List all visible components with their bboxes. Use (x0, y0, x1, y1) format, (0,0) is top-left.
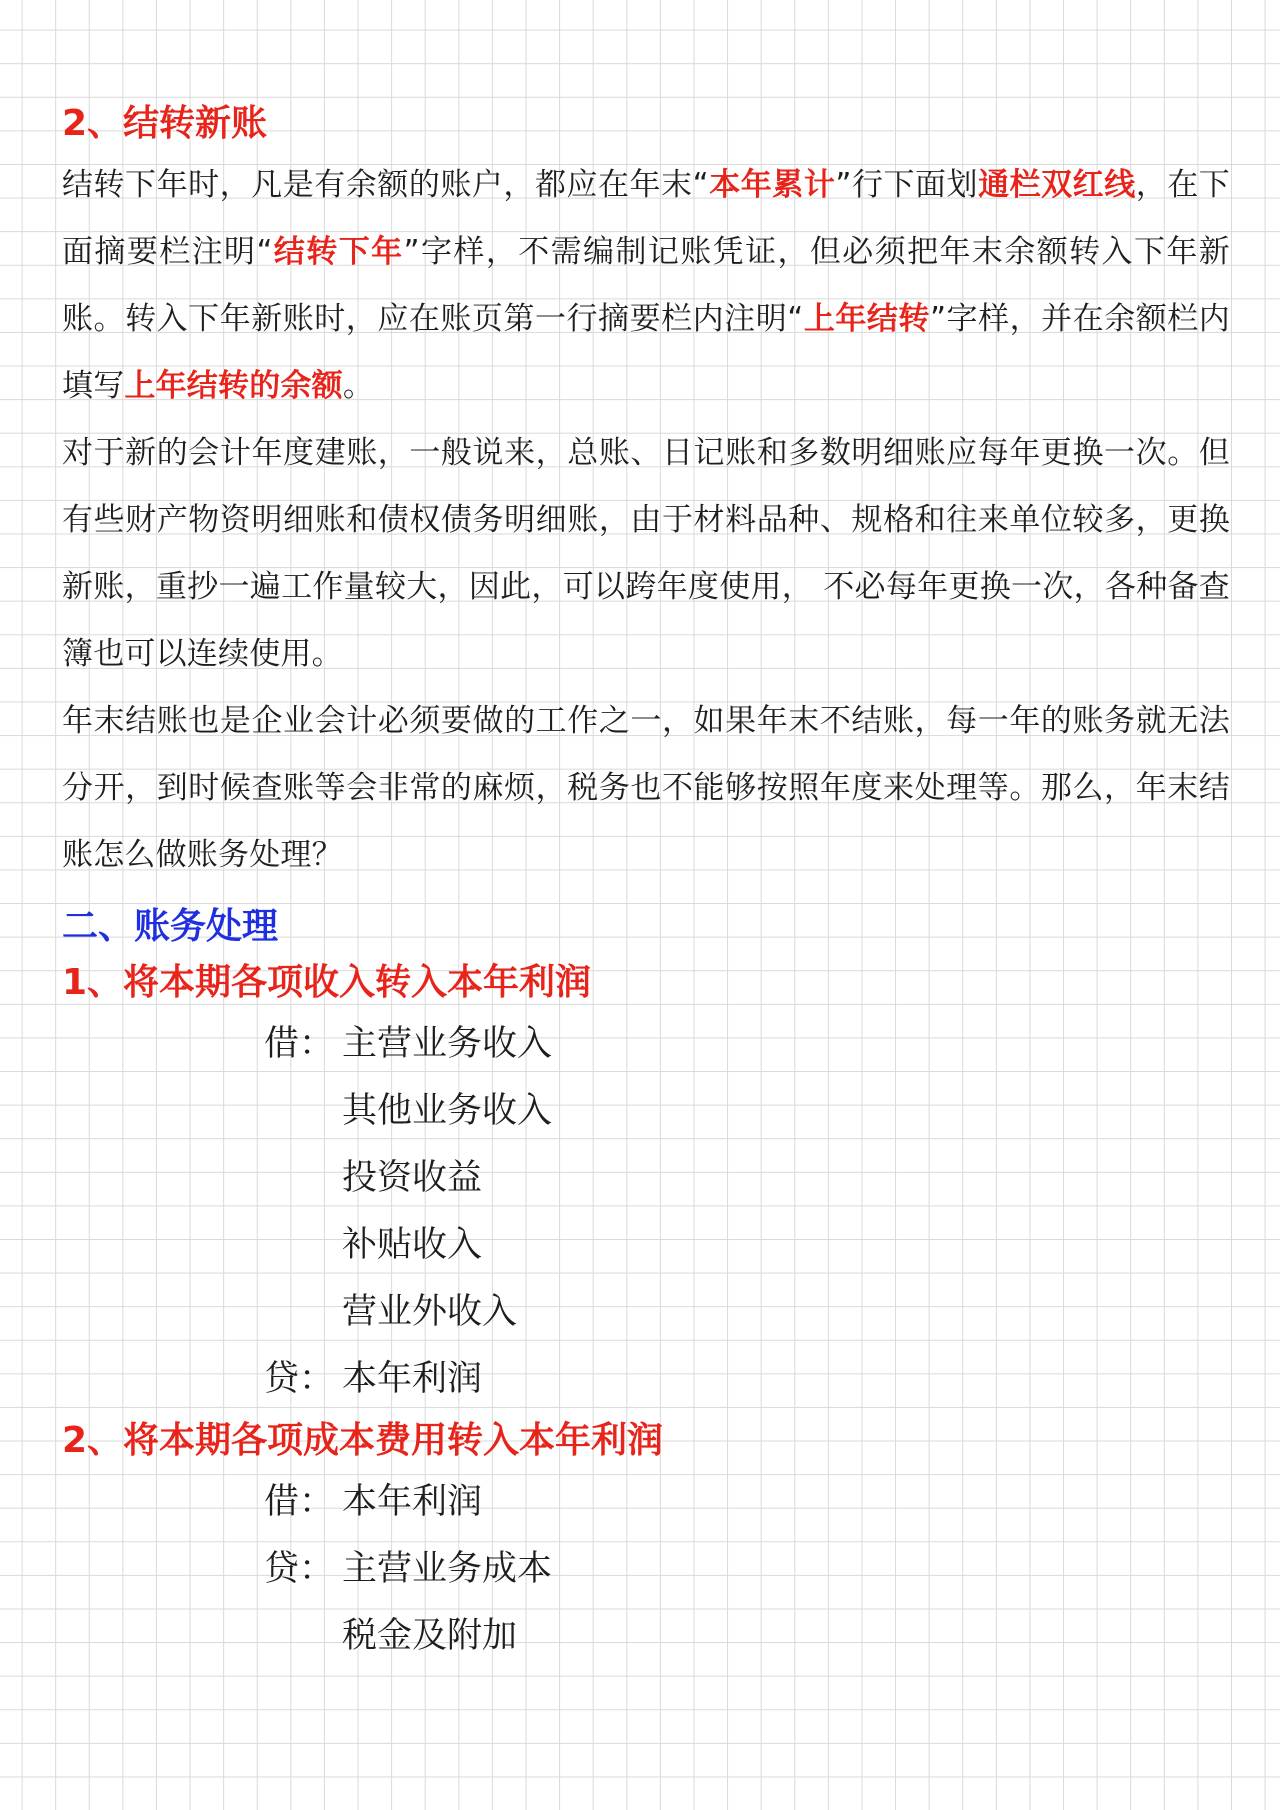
journal-line-debit (62, 1011, 1230, 1078)
account-name: 营业外收入 (342, 1292, 518, 1332)
journal-line (62, 1145, 1230, 1212)
credit-label: 贷： (264, 1549, 335, 1589)
section-title-accounting: 二、账务处理 (62, 906, 279, 947)
debit-label: 借： (264, 1024, 335, 1064)
journal-line-credit (62, 1536, 1230, 1603)
paragraph-new-ledger: 对于新的会计年度建账，一般说来，总账、日记账和多数明细账应每年更换一次。但有些财产物资明细账和债权债务明细账，由于材料品种、规格和往来单位较多，更换新账，重抄一遍工作量较大，因此，可以跨年度使用， 不必每年更换一次，各种备查簿也可以连续使用。 (62, 435, 1230, 672)
highlight-carried-from-last-year: 上年结转 (803, 301, 930, 337)
text-run: ，在下面摘要栏注明“ (62, 167, 1230, 270)
journal-line-credit (62, 1346, 1230, 1413)
text-run: 。 (342, 368, 375, 404)
journal-line-debit (62, 1469, 1230, 1536)
account-name: 补贴收入 (342, 1225, 483, 1265)
text-run: 结转下年时，凡是有余额的账户，都应在年末“ (62, 167, 709, 203)
account-name: 税金及附加 (342, 1616, 518, 1656)
account-name: 主营业务收入 (342, 1024, 553, 1064)
text-run: ”字样，不需编制记账凭证，但必须把年末余额转入下年新账。转入下年新账时，应在账页第一行摘要栏内注明“ (62, 234, 1230, 337)
account-name: 本年利润 (342, 1359, 483, 1399)
journal-line (62, 1279, 1230, 1346)
journal-line (62, 1212, 1230, 1279)
highlight-double-red-line: 通栏双红线 (978, 167, 1136, 203)
paragraph-carry-forward (62, 152, 1230, 420)
section-title-carry-forward: 2、结转新账 (62, 103, 268, 144)
account-name: 其他业务收入 (342, 1091, 553, 1131)
highlight-last-year-balance: 上年结转的余额 (124, 368, 343, 404)
account-name: 本年利润 (342, 1482, 483, 1522)
highlight-annual-cumulative: 本年累计 (708, 167, 836, 203)
text-run: ”字样，并在余额栏内填写 (62, 301, 1230, 404)
debit-label: 借： (264, 1482, 335, 1522)
subsection-title-expense-transfer: 2、将本期各项成本费用转入本年利润 (62, 1420, 664, 1461)
document-page (62, 96, 1230, 1670)
journal-line (62, 1603, 1230, 1670)
account-name: 投资收益 (342, 1158, 483, 1198)
paragraph-year-end-closing: 年末结账也是企业会计必须要做的工作之一，如果年末不结账，每一年的账务就无法分开，到时候查账等会非常的麻烦，税务也不能够按照年度来处理等。那么，年末结账怎么做账务处理？ (62, 703, 1230, 873)
text-run: ”行下面划 (835, 167, 979, 203)
journal-line (62, 1078, 1230, 1145)
account-name: 主营业务成本 (342, 1549, 553, 1589)
credit-label: 贷： (264, 1359, 335, 1399)
subsection-title-income-transfer: 1、将本期各项收入转入本年利润 (62, 962, 592, 1003)
highlight-carry-to-next-year: 结转下年 (272, 234, 404, 270)
